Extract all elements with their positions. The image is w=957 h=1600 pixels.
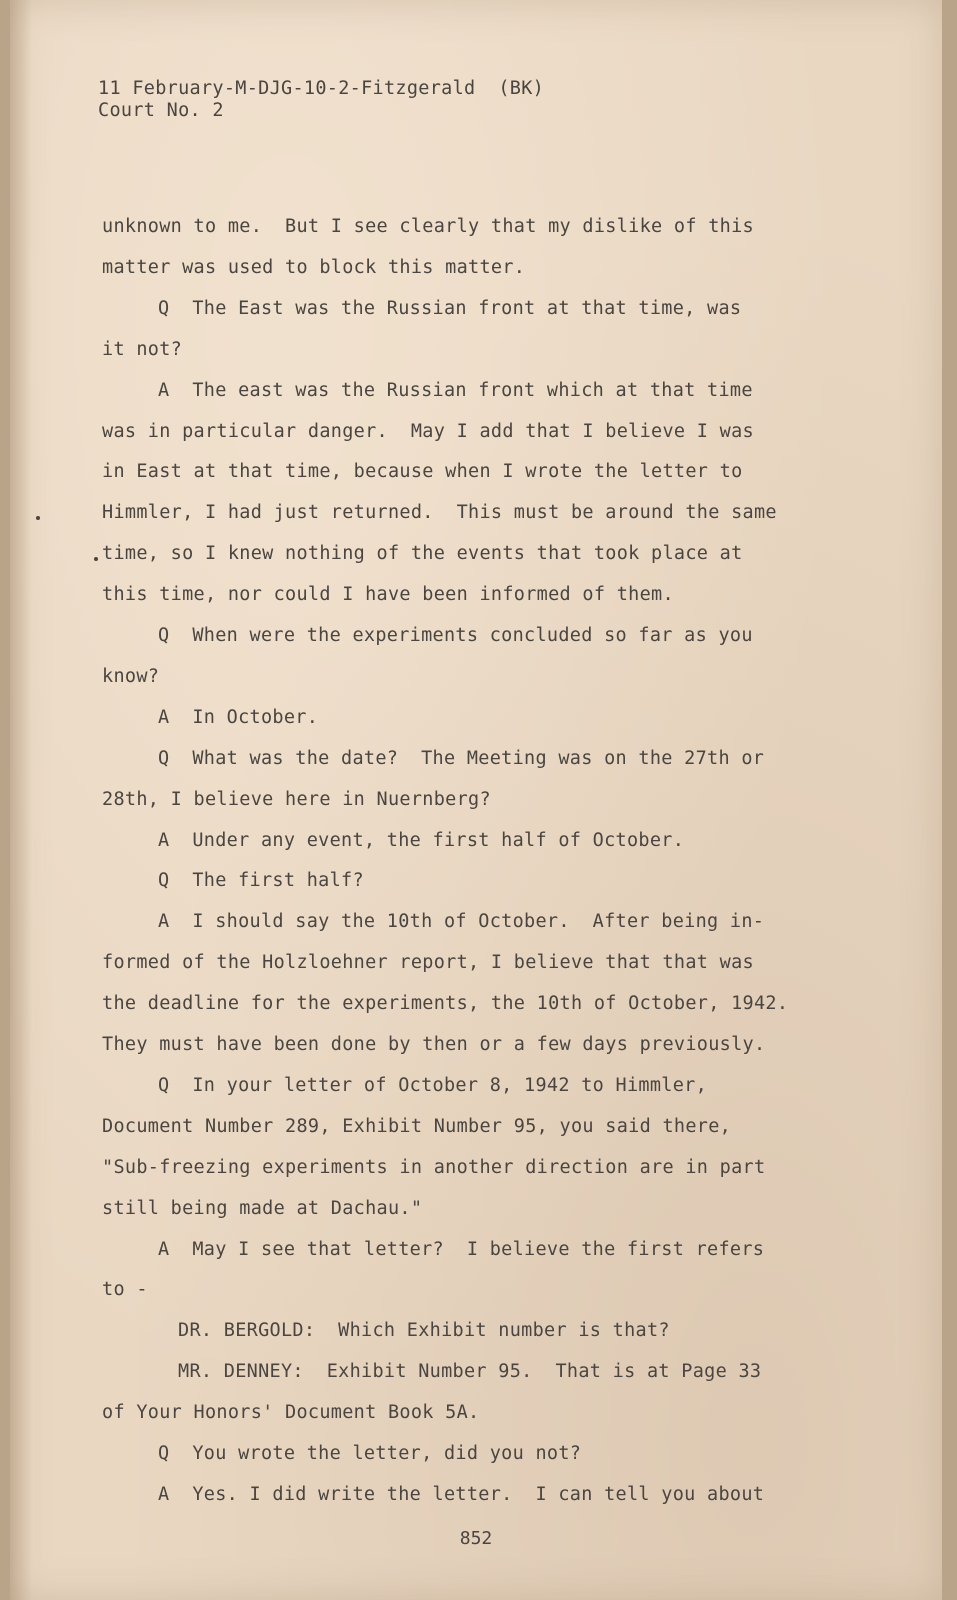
transcript-line: A Yes. I did write the letter. I can tell you about bbox=[158, 1483, 765, 1505]
transcript-line: time, so I knew nothing of the events that took place at bbox=[102, 543, 743, 565]
transcript-line: it not? bbox=[102, 338, 183, 360]
transcript-line: "Sub-freezing experiments in another direction are in part bbox=[102, 1156, 766, 1178]
transcript-line: 28th, I believe here in Nuernberg? bbox=[102, 788, 491, 810]
transcript-line: of Your Honors' Document Book 5A. bbox=[102, 1402, 480, 1424]
transcript-line: in East at that time, because when I wrote the letter to bbox=[102, 461, 743, 483]
transcript-line: DR. BERGOLD: Which Exhibit number is that? bbox=[178, 1320, 670, 1342]
transcript-line: They must have been done by then or a few days previously. bbox=[102, 1034, 766, 1055]
transcript-line: was in particular danger. May I add that I believe I was bbox=[102, 420, 754, 442]
transcript-line: Document Number 289, Exhibit Number 95, you said there, bbox=[102, 1115, 732, 1137]
transcript-line: still being made at Dachau." bbox=[102, 1197, 423, 1219]
transcript-line: know? bbox=[102, 665, 160, 687]
document-page bbox=[10, 0, 942, 1600]
margin-mark bbox=[36, 516, 40, 520]
transcript-line: A Under any event, the first half of October. bbox=[158, 829, 685, 851]
transcript-line: Q The East was the Russian front at that time, was bbox=[158, 297, 742, 319]
header-line-2: Court No. 2 bbox=[98, 100, 224, 121]
transcript-line: Himmler, I had just returned. This must be around the same bbox=[102, 502, 777, 524]
transcript-line: Q The first half? bbox=[158, 870, 364, 892]
transcript-line: A I should say the 10th of October. After being in- bbox=[158, 911, 765, 933]
transcript-line: A May I see that letter? I believe the first refers bbox=[158, 1238, 765, 1260]
transcript-line: matter was used to block this matter. bbox=[102, 256, 526, 278]
transcript-line: Q You wrote the letter, did you not? bbox=[158, 1443, 582, 1464]
transcript-line: Q In your letter of October 8, 1942 to Himmler, bbox=[158, 1074, 708, 1096]
transcript-line: unknown to me. But I see clearly that my dislike of this bbox=[102, 216, 754, 237]
transcript-line: Q When were the experiments concluded so far as you bbox=[158, 625, 753, 646]
transcript-line: this time, nor could I have been informed of them. bbox=[102, 584, 674, 606]
margin-mark bbox=[94, 557, 98, 561]
transcript-line: the deadline for the experiments, the 10th of October, 1942. bbox=[102, 993, 789, 1015]
header-line-1: 11 February-M-DJG-10-2-Fitzgerald (BK) bbox=[98, 78, 545, 99]
transcript-line: A The east was the Russian front which at that time bbox=[158, 379, 753, 401]
transcript-line: MR. DENNEY: Exhibit Number 95. That is at Page 33 bbox=[178, 1361, 762, 1383]
transcript-line: Q What was the date? The Meeting was on the 27th or bbox=[158, 747, 765, 769]
transcript-line: formed of the Holzloehner report, I believe that that was bbox=[102, 952, 754, 974]
transcript-line: A In October. bbox=[158, 706, 319, 728]
transcript-line: to - bbox=[102, 1279, 148, 1301]
page-number: 852 bbox=[459, 1528, 493, 1549]
